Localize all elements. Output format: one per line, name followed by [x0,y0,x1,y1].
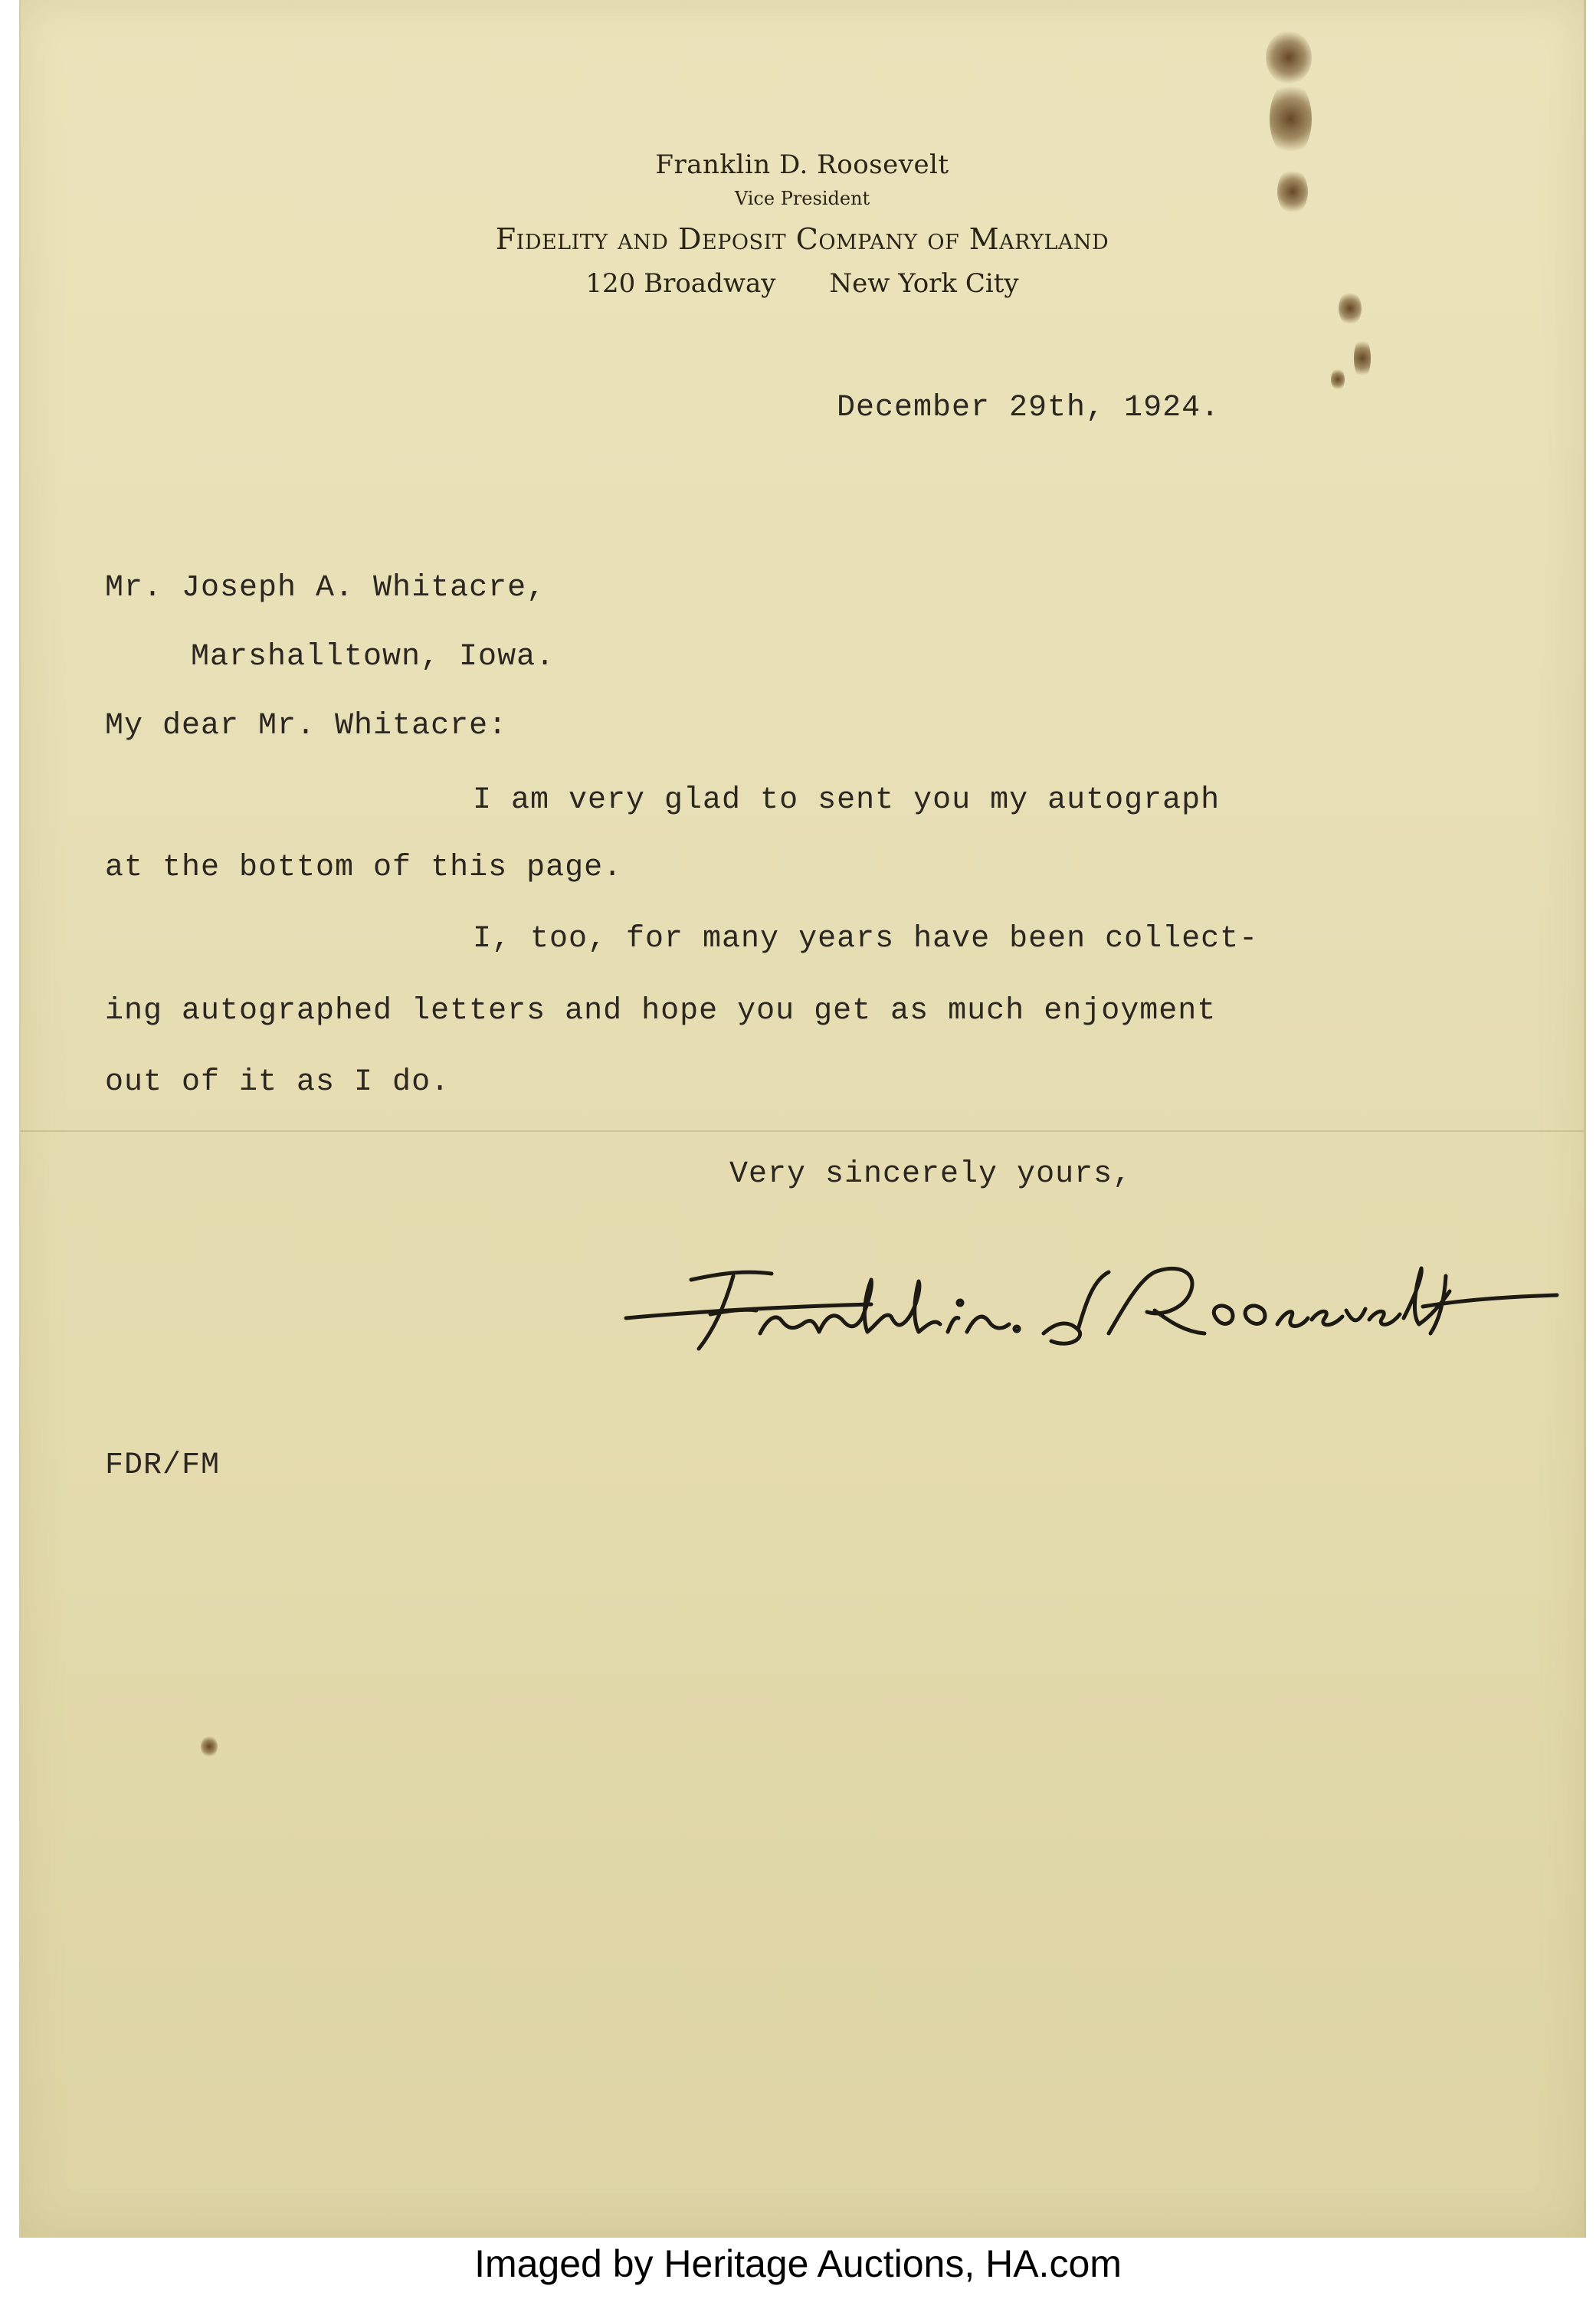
letterhead-address [21,268,1584,299]
letterhead-city: New York City [829,268,1019,299]
letter-sheet [19,0,1586,2238]
letter-date: December 29th, 1924. [837,391,1221,425]
typist-initials: FDR/FM [105,1448,221,1483]
paper-stain [1354,337,1371,379]
paper-stain [1270,80,1312,157]
letterhead-street: 120 Broadway [585,268,776,299]
paper-stain [1266,31,1312,84]
body-line: at the bottom of this page. [105,851,623,885]
handwritten-signature [618,1234,1561,1364]
recipient-city: Marshalltown, Iowa. [191,640,555,674]
paper-fold-line [21,1130,1584,1132]
recipient-name: Mr. Joseph A. Whitacre, [105,571,546,605]
image-credit: Imaged by Heritage Auctions, HA.com [474,2242,1122,2285]
salutation: My dear Mr. Whitacre: [105,709,508,743]
paper-stain [1331,368,1345,391]
body-line: ing autographed letters and hope you get as much enjoyment [105,994,1217,1028]
body-line: I, too, for many years have been collect- [473,922,1259,956]
body-line: out of it as I do. [105,1065,451,1100]
paper-stain [201,1736,218,1757]
body-line: I am very glad to sent you my autograph [473,783,1221,818]
letterhead-company: Fidelity and Deposit Company of Maryland [495,222,1109,256]
closing: Very sincerely yours, [729,1157,1132,1192]
letterhead-title: Vice President [734,188,870,209]
letterhead-name: Franklin D. Roosevelt [655,149,949,180]
